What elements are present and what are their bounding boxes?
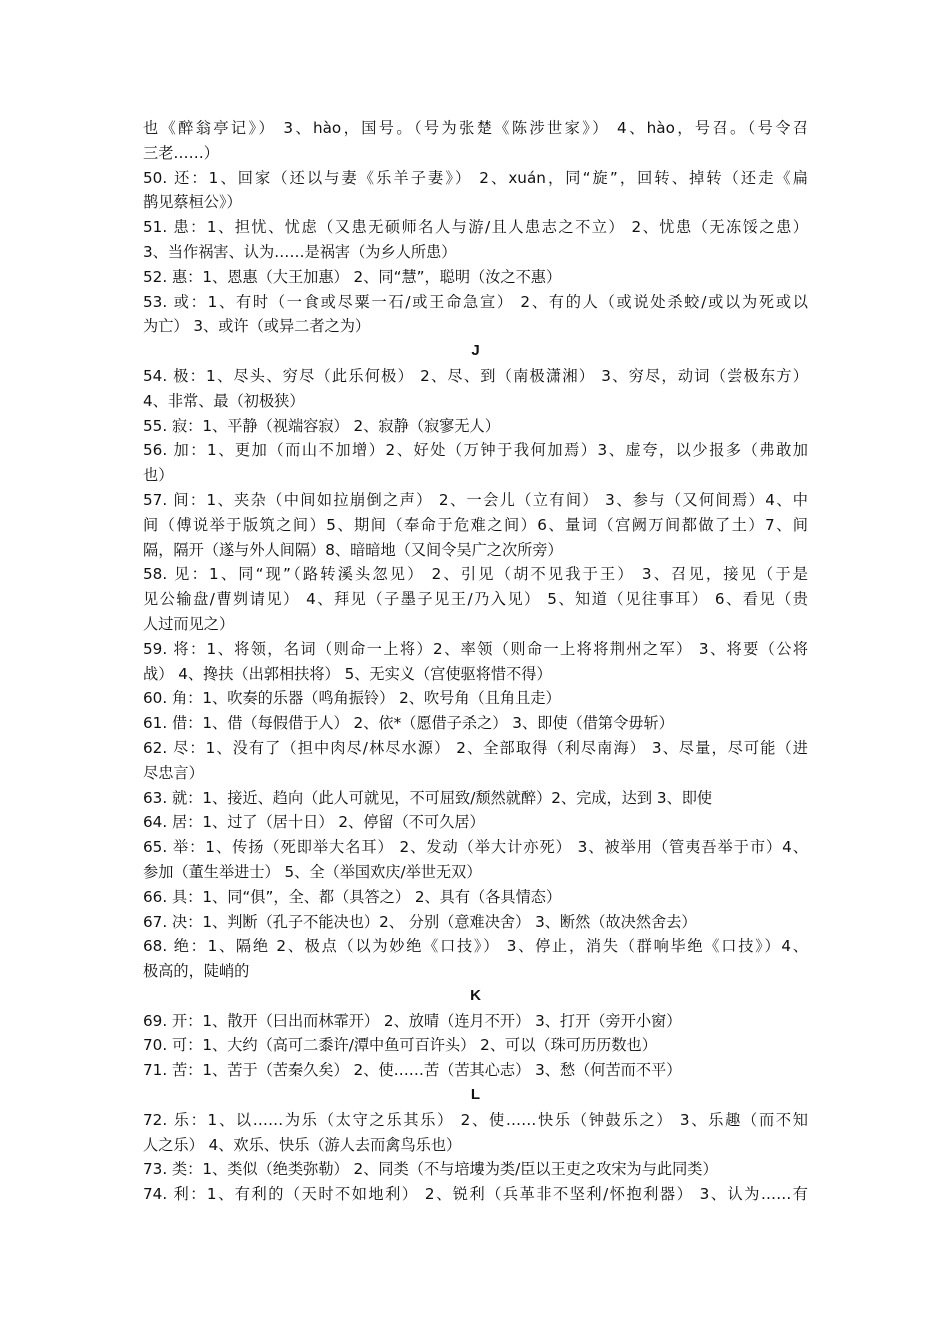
text-line: 69. 开：1、散开（曰出而林霏开） 2、放晴（连月不开） 3、打开（旁开小窗）: [143, 1011, 682, 1030]
text-line: 鹊见蔡桓公》）: [143, 193, 242, 212]
text-line: 也《醉翁亭记》） 3、hào，国号。（号为张楚《陈涉世家》） 4、hào，号召。（号令召: [143, 119, 808, 137]
text-line: 64. 居：1、过了（居十日） 2、停留（不可久居）: [143, 813, 485, 832]
text-line: 57. 间：1、夹杂（中间如拉崩倒之声） 2、一会儿（立有间） 3、参与（又何间焉）4、中: [143, 490, 808, 509]
text-line: 参加（董生举进士） 5、全（举国欢庆/举世无双）: [143, 862, 482, 881]
text-line: 尽忠言）: [143, 763, 204, 782]
text-line: 59. 将：1、将领，名词（则命一上将）2、率领（则命一上将将荆州之军） 3、将要（公将: [143, 639, 808, 658]
text-line: 三老……）: [143, 143, 219, 162]
text-line: 70. 可：1、大约（高可二黍许/潭中鱼可百许头） 2、可以（珠可历历数也）: [143, 1036, 657, 1055]
text-line: 人之乐） 4、欢乐、快乐（游人去而禽鸟乐也）: [143, 1135, 462, 1154]
text-line: 52. 惠：1、恩惠（大王加惠） 2、同“慧”，聪明（汝之不惠）: [143, 267, 562, 286]
text-line: 战） 4、搀扶（出郭相扶将） 5、无实义（宫使驱将惜不得）: [143, 664, 552, 683]
document-body: [143, 116, 808, 1207]
text-line: 51. 患：1、担忧、忧虑（又患无硕师名人与游/且人患志之不立） 2、忧患（无冻馁之患）: [143, 218, 808, 237]
section-heading: J: [471, 342, 480, 360]
text-line: 61. 借：1、借（每假借于人） 2、依*（愿借子杀之） 3、即使（借第令毋斩）: [143, 714, 674, 733]
text-line: 56. 加：1、更加（而山不加增）2、好处（万钟于我何加焉）3、虚夸，以少报多（弗敢加: [143, 441, 808, 460]
text-line: 58. 见：1、同“现”（路转溪头忽见） 2、引见（胡不见我于王） 3、召见，接见（于是: [143, 565, 808, 584]
text-line: 54. 极：1、尽头、穷尽（此乐何极） 2、尽、到（南极潇湘） 3、穷尽，动词（尝极东方）: [143, 366, 808, 385]
text-line: 极高的，陡峭的: [143, 962, 250, 981]
text-line: 人过而见之）: [143, 614, 235, 633]
text-line: 73. 类：1、类似（绝类弥勒） 2、同类（不与培塿为类/臣以王吏之攻宋为与此同类）: [143, 1160, 718, 1179]
text-line: 63. 就：1、接近、趋向（此人可就见，不可屈致/颓然就醉）2、完成，达到 3、即使: [143, 788, 713, 807]
section-heading: L: [470, 1086, 481, 1104]
text-line: 71. 苦：1、苦于（苦秦久矣） 2、使……苦（苦其心志） 3、愁（何苦而不平）: [143, 1061, 682, 1080]
text-line: 53. 或：1、有时（一食或尽粟一石/或王命急宣） 2、有的人（或说处杀蛟/或以为死或以: [143, 292, 808, 311]
text-line: 见公输盘/曹刿请见） 4、拜见（子墨子见王/乃入见） 5、知道（见往事耳） 6、看见（贵: [143, 590, 808, 609]
text-line: 68. 绝：1、隔绝 2、极点（以为妙绝《口技》） 3、停止，消失（群响毕绝《口技》）4、: [143, 937, 808, 956]
text-line: 67. 决：1、判断（孔子不能决也）2、 分别（意难决舍） 3、断然（故决然舍去）: [143, 912, 697, 931]
text-line: 55. 寂：1、平静（视端容寂） 2、寂静（寂寥无人）: [143, 416, 500, 435]
text-line: 也）: [143, 466, 174, 485]
text-line: 为亡） 3、或许（或异二者之为）: [143, 317, 371, 336]
text-line: 66. 具：1、同“俱”，全、都（具答之） 2、具有（各具情态）: [143, 887, 562, 906]
text-line: 72. 乐：1、以……为乐（太守之乐其乐） 2、使……快乐（钟鼓乐之） 3、乐趣（而不知: [143, 1110, 808, 1129]
text-line: 65. 举：1、传扬（死即举大名耳） 2、发动（举大计亦死） 3、被举用（管夷吾举于市）4、: [143, 838, 808, 857]
text-line: 62. 尽：1、没有了（担中肉尽/林尽水源） 2、全部取得（利尽南海） 3、尽量，尽可能（进: [143, 738, 808, 757]
section-heading: K: [470, 986, 481, 1004]
text-line: 60. 角：1、吹奏的乐器（鸣角振铃） 2、吹号角（且角且走）: [143, 689, 561, 708]
text-line: 3、当作祸害、认为……是祸害（为乡人所患）: [143, 242, 457, 261]
text-line: 间（傅说举于版筑之间）5、期间（奉命于危难之间）6、量词（宫阙万间都做了土）7、间: [143, 515, 808, 534]
text-line: 4、非常、最（初极狭）: [143, 391, 305, 410]
text-line: 隔，隔开（遂与外人间隔）8、暗暗地（又间令吴广之次所旁）: [143, 540, 563, 559]
text-line: 50. 还：1、回家（还以与妻《乐羊子妻》） 2、xuán，同“旋”，回转、掉转（还走《扁: [143, 168, 808, 187]
text-line: 74. 利：1、有利的（天时不如地利） 2、锐利（兵革非不坚利/怀抱利器） 3、认为……有: [143, 1185, 808, 1204]
